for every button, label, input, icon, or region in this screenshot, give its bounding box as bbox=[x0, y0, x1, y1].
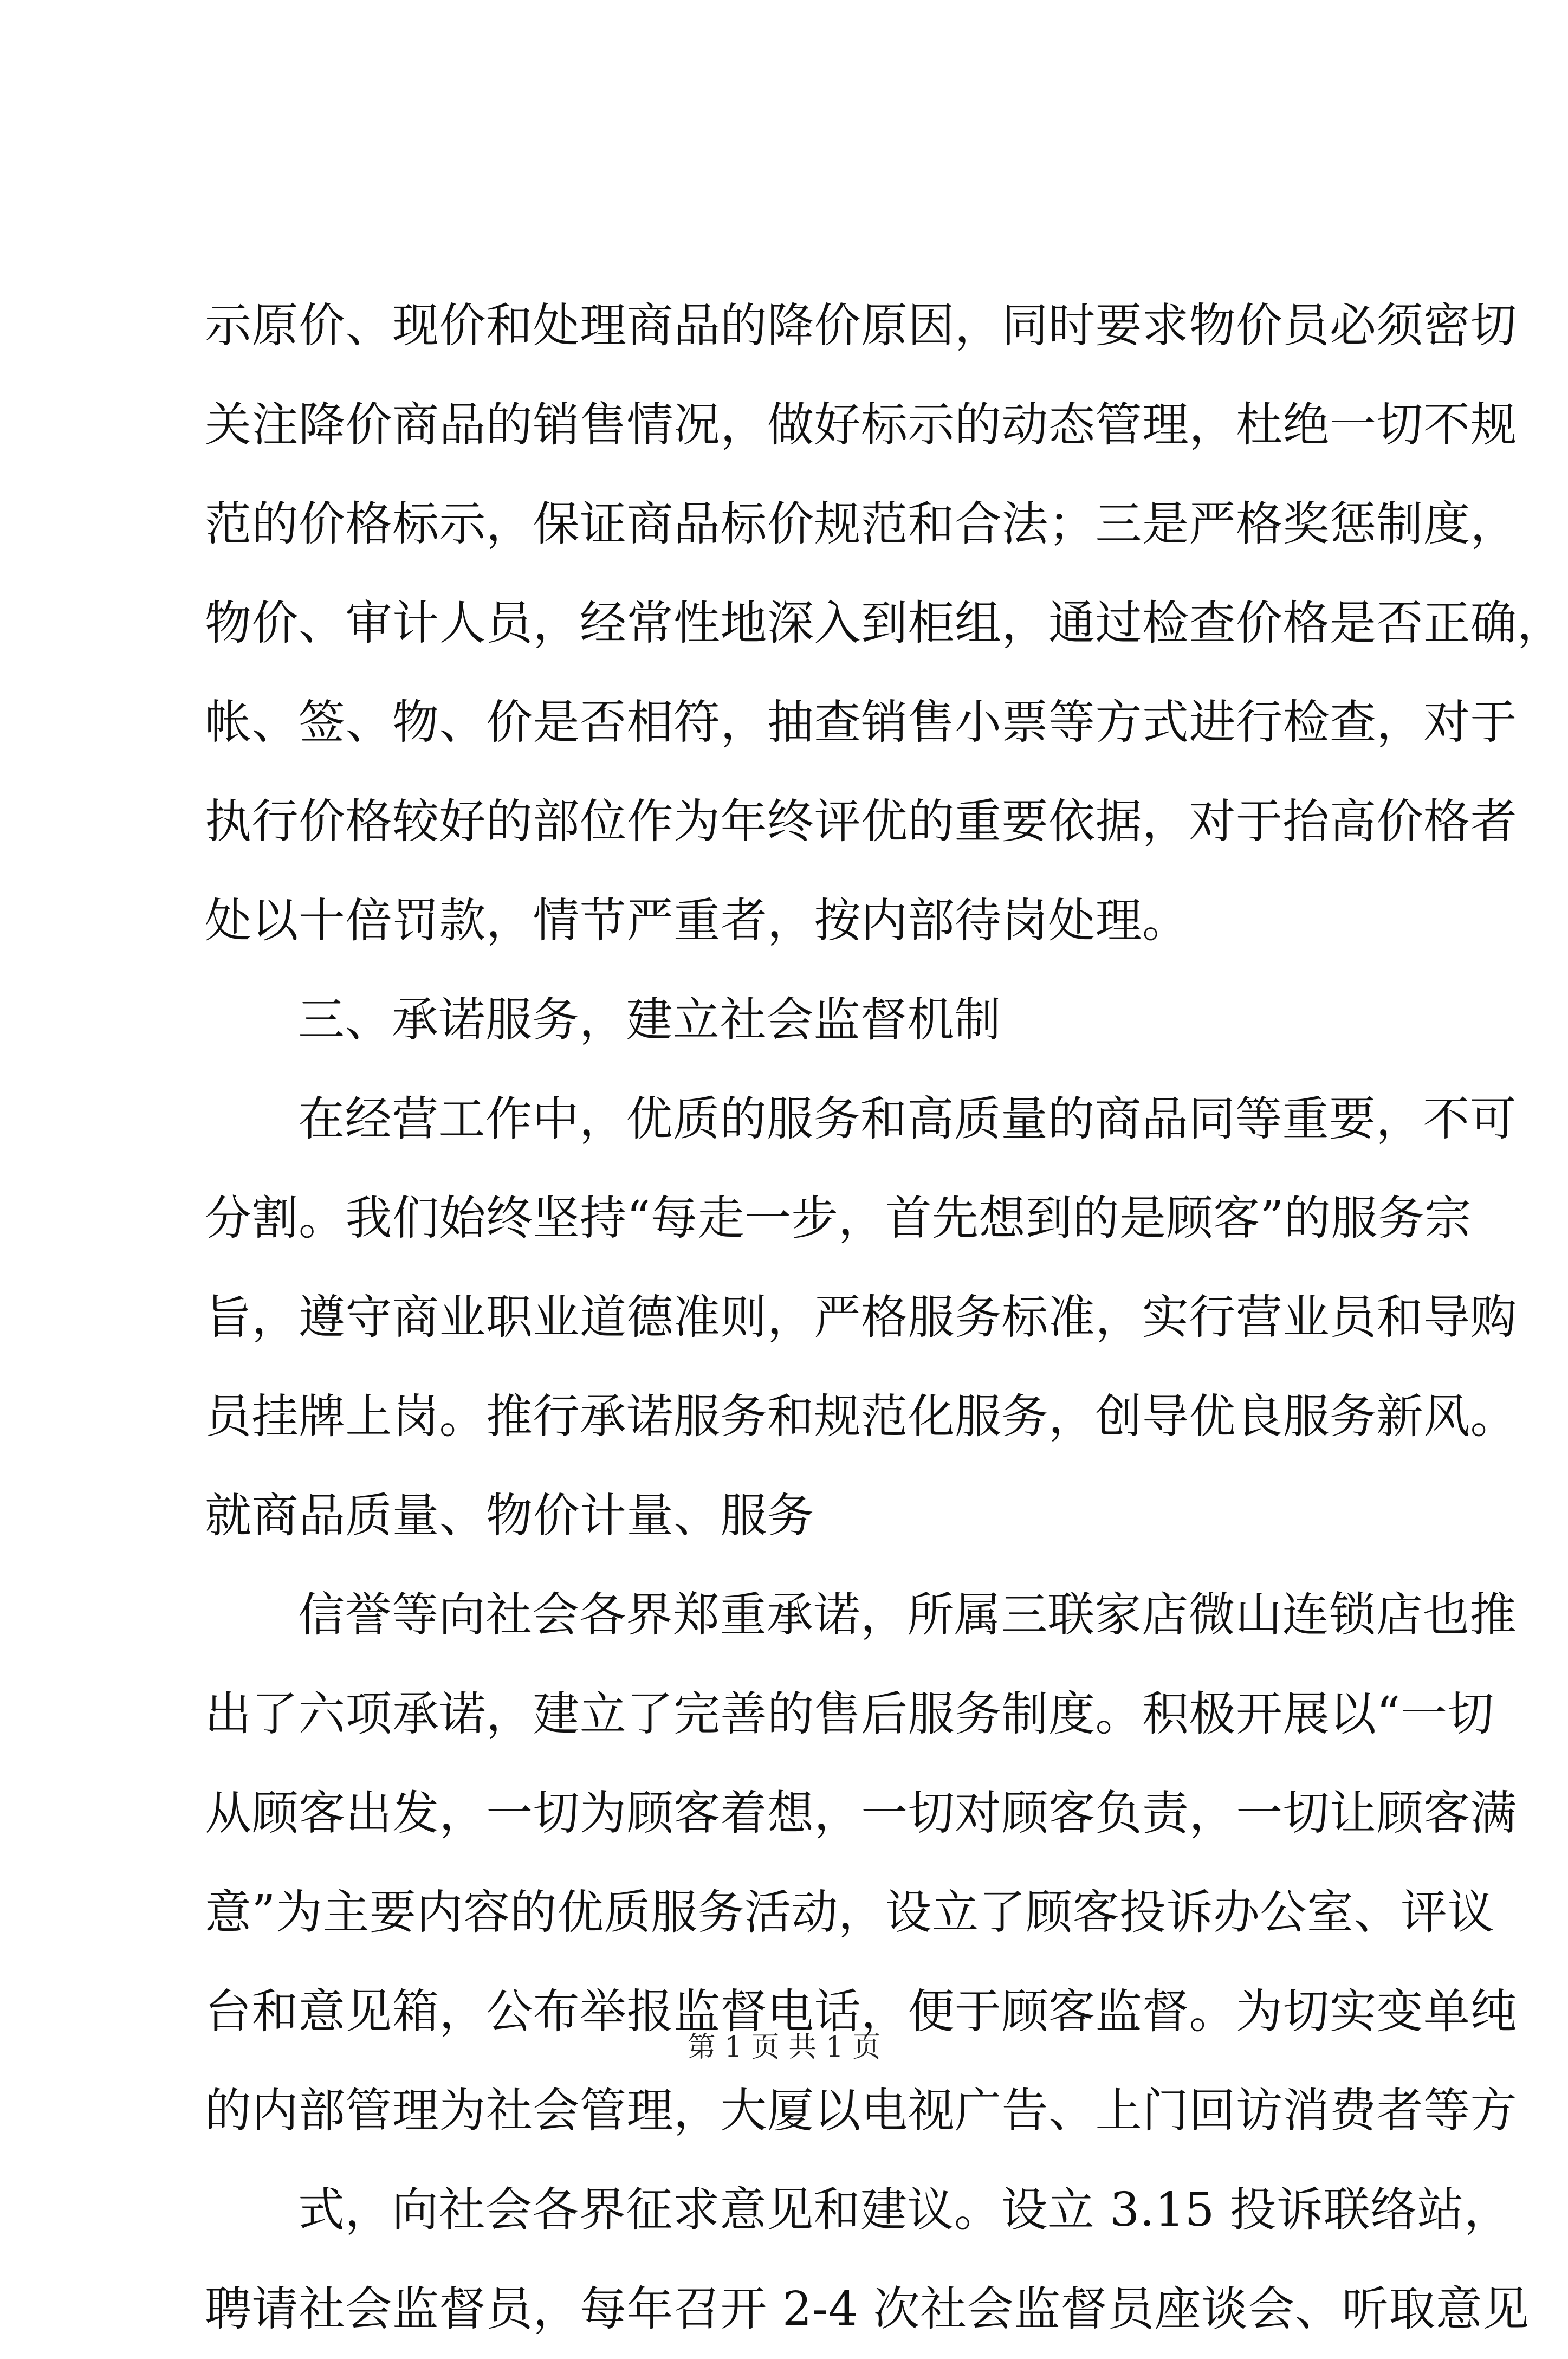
text-line: 聘请社会监督员，每年召开 2-4 次社会监督员座谈会、听取意见 bbox=[205, 2282, 1530, 2336]
text-line: 在经营工作中，优质的服务和高质量的商品同等重要，不可 bbox=[298, 1092, 1517, 1146]
text-line: 出了六项承诺，建立了完善的售后服务制度。积极开展以“一切 bbox=[205, 1687, 1494, 1741]
text-line: 处以十倍罚款，情节严重者，按内部待岗处理。 bbox=[205, 894, 1189, 948]
text-line: 员挂牌上岗。推行承诺服务和规范化服务，创导优良服务新风。 bbox=[205, 1389, 1517, 1444]
text-line: 台和意见箱，公布举报监督电话，便于顾客监督。为切实变单纯 bbox=[205, 1985, 1517, 2039]
text-line: 帐、签、物、价是否相符，抽查销售小票等方式进行检查，对于 bbox=[205, 695, 1517, 749]
text-line: 从顾客出发，一切为顾客着想，一切对顾客负责，一切让顾客满 bbox=[205, 1786, 1517, 1840]
text-line: 就商品质量、物价计量、服务 bbox=[205, 1489, 814, 1543]
text-line: 范的价格标示，保证商品标价规范和合法；三是严格奖惩制度， bbox=[205, 497, 1517, 551]
text-line: 示原价、现价和处理商品的降价原因，同时要求物价员必须密切 bbox=[205, 299, 1517, 353]
page-footer: 第 1 页 共 1 页 bbox=[687, 2031, 881, 2064]
text-line: 的内部管理为社会管理，大厦以电视广告、上门回访消费者等方 bbox=[205, 2084, 1517, 2138]
text-line: 分割。我们始终坚持“每走一步，首先想到的是顾客”的服务宗 bbox=[205, 1191, 1472, 1245]
text-line: 意”为主要内容的优质服务活动，设立了顾客投诉办公室、评议 bbox=[205, 1885, 1494, 1940]
text-line: 关注降价商品的销售情况，做好标示的动态管理，杜绝一切不规 bbox=[205, 398, 1517, 452]
text-line: 式，向社会各界征求意见和建议。设立 3.15 投诉联络站， bbox=[298, 2183, 1511, 2237]
text-line: 物价、审计人员，经常性地深入到柜组，通过检查价格是否正确， bbox=[205, 596, 1564, 650]
text-line: 执行价格较好的部位作为年终评优的重要依据，对于抬高价格者 bbox=[205, 794, 1517, 849]
text-line: 旨，遵守商业职业道德准则，严格服务标准，实行营业员和导购 bbox=[205, 1290, 1517, 1345]
text-line: 信誉等向社会各界郑重承诺，所属三联家店微山连锁店也推 bbox=[298, 1588, 1517, 1642]
text-line: 三、承诺服务，建立社会监督机制 bbox=[298, 993, 1001, 1047]
